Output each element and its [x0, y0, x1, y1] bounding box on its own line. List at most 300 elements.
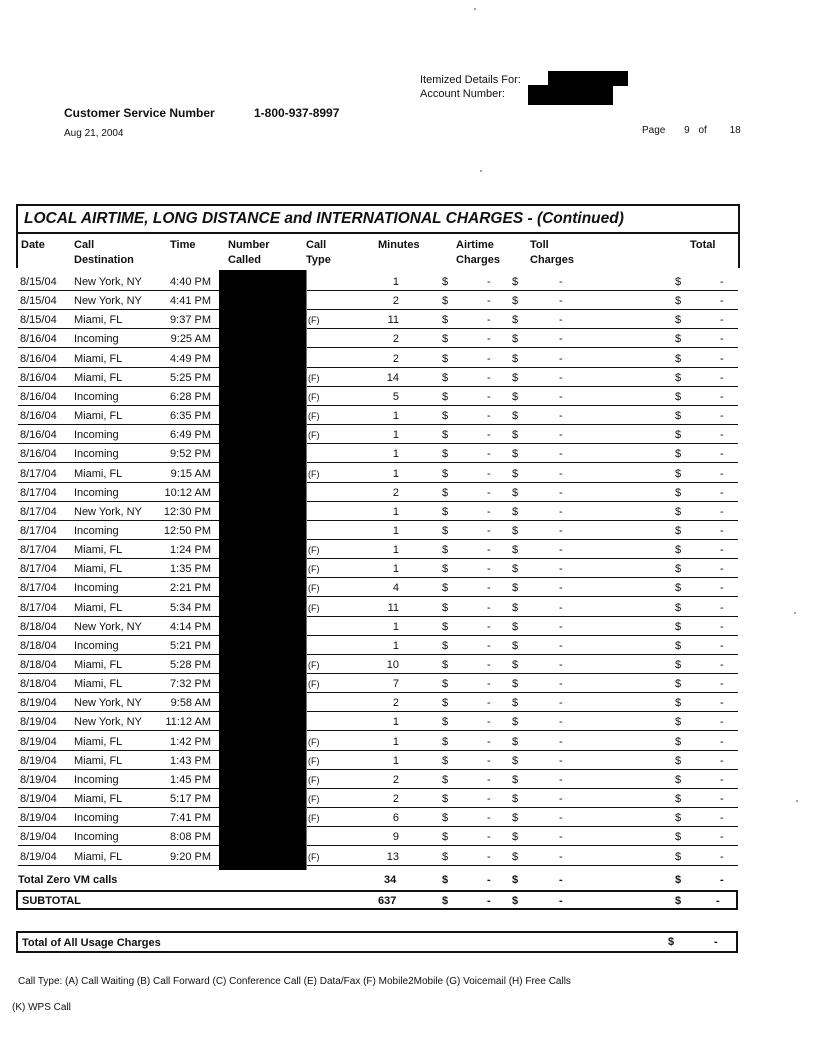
cell-total-value: - [720, 812, 724, 825]
cell-total-currency: $ [675, 735, 682, 748]
cell-total-value: - [720, 410, 724, 423]
subtotal-label: SUBTOTAL [22, 895, 81, 907]
subtotal-minutes: 637 [378, 895, 397, 907]
cell-total-value: - [720, 831, 724, 844]
call-type-legend: Call Type: (A) Call Waiting (B) Call Forward (C) Conference Call (E) Data/Fax (F) Mobile2Mobile (G) Voicemail (H) Free Calls [18, 976, 571, 987]
cell-minutes: 1 [392, 276, 399, 288]
cell-date: 8/19/04 [20, 735, 57, 748]
cell-time: 6:28 PM [170, 390, 211, 403]
cell-call-type: (F) [308, 679, 320, 690]
cell-toll-currency: $ [512, 524, 519, 537]
cell-time: 4:49 PM [170, 352, 211, 365]
cell-toll-value: - [559, 467, 563, 480]
table-row [18, 770, 738, 789]
cell-total-value: - [720, 850, 724, 863]
cell-toll-currency: $ [512, 716, 519, 729]
total-zero-vm-toll-currency: $ [512, 874, 519, 886]
cell-call-type: (F) [308, 315, 320, 326]
cell-minutes: 11 [387, 601, 399, 614]
cell-airtime-currency: $ [442, 678, 449, 691]
cell-total-value: - [720, 486, 724, 499]
table-row [18, 444, 738, 463]
total-usage-label: Total of All Usage Charges [22, 937, 161, 949]
cell-toll-value: - [559, 620, 563, 633]
cell-toll-value: - [559, 773, 563, 786]
cell-toll-currency: $ [512, 276, 519, 288]
subtotal-box [16, 890, 738, 910]
cell-total-currency: $ [675, 429, 682, 442]
cell-date: 8/16/04 [20, 429, 57, 442]
cell-minutes: 1 [392, 524, 399, 537]
cell-destination: Miami, FL [74, 467, 123, 480]
cell-toll-value: - [559, 716, 563, 729]
cell-date: 8/17/04 [20, 524, 57, 537]
cell-airtime-currency: $ [442, 831, 449, 844]
cell-toll-currency: $ [512, 831, 519, 844]
col-airtime-header-line2: Charges [456, 254, 501, 266]
cell-time: 5:34 PM [170, 601, 211, 614]
cell-total-value: - [720, 697, 724, 710]
cell-airtime-currency: $ [442, 295, 449, 308]
cell-toll-currency: $ [512, 563, 519, 576]
cell-time: 9:15 AM [170, 467, 211, 480]
cell-total-value: - [720, 563, 724, 576]
cell-time: 9:37 PM [170, 314, 211, 327]
cell-total-currency: $ [675, 831, 682, 844]
cell-toll-value: - [559, 333, 563, 346]
total-zero-vm-minutes: 34 [384, 874, 397, 886]
cell-minutes: 10 [386, 659, 399, 671]
cell-airtime-currency: $ [442, 371, 449, 384]
cell-toll-currency: $ [512, 371, 519, 384]
cell-minutes: 2 [392, 352, 399, 365]
cell-time: 7:41 PM [170, 812, 211, 825]
cell-total-currency: $ [675, 563, 682, 576]
cell-destination: Miami, FL [74, 352, 123, 365]
cell-airtime-currency: $ [442, 659, 449, 671]
cell-call-type: (F) [308, 372, 320, 383]
table-row [18, 329, 738, 348]
cell-airtime-value: - [487, 352, 491, 365]
cell-call-type: (F) [308, 736, 320, 747]
table-row [18, 368, 738, 387]
scan-speck [480, 170, 482, 172]
cell-airtime-currency: $ [442, 697, 449, 710]
cell-destination: Miami, FL [74, 735, 123, 748]
cell-airtime-value: - [487, 620, 491, 633]
cell-total-currency: $ [675, 678, 682, 691]
cell-total-value: - [720, 390, 724, 403]
call-type-legend-line2: (K) WPS Call [12, 1002, 71, 1013]
cell-toll-currency: $ [512, 448, 519, 461]
cell-minutes: 1 [392, 429, 399, 442]
itemized-details-block [420, 73, 521, 101]
cell-toll-currency: $ [512, 735, 519, 748]
total-zero-vm-airtime-currency: $ [442, 874, 449, 886]
cell-toll-value: - [559, 793, 563, 806]
table-row [18, 272, 738, 291]
cell-minutes: 4 [392, 582, 399, 595]
cell-airtime-currency: $ [442, 793, 449, 806]
table-row [18, 808, 738, 827]
cell-date: 8/15/04 [20, 295, 57, 308]
page-number: 9 [684, 125, 690, 136]
cell-date: 8/15/04 [20, 276, 57, 288]
table-row [18, 636, 738, 655]
cell-toll-currency: $ [512, 659, 519, 671]
cell-time: 7:32 PM [170, 678, 211, 691]
table-row [18, 751, 738, 770]
cell-total-currency: $ [675, 390, 682, 403]
cell-minutes: 1 [392, 735, 399, 748]
cell-time: 1:42 PM [170, 735, 211, 748]
cell-time: 5:17 PM [170, 793, 211, 806]
cell-airtime-value: - [487, 295, 491, 308]
header-right-rule [738, 232, 740, 268]
cell-airtime-value: - [487, 831, 491, 844]
cell-airtime-currency: $ [442, 524, 449, 537]
subtotal-toll-currency: $ [512, 895, 519, 907]
col-time-header: Time [170, 239, 196, 251]
table-row [18, 387, 738, 406]
cell-call-type: (F) [308, 468, 320, 479]
table-row [18, 712, 738, 731]
col-dest-header [74, 238, 134, 268]
cell-airtime-currency: $ [442, 812, 449, 825]
cell-date: 8/18/04 [20, 659, 57, 671]
call-type-column-divider [306, 270, 307, 870]
cell-minutes: 11 [387, 314, 399, 327]
cell-date: 8/17/04 [20, 544, 57, 557]
cell-airtime-value: - [487, 333, 491, 346]
cell-toll-currency: $ [512, 850, 519, 863]
cell-minutes: 1 [392, 505, 399, 518]
cell-call-type: (F) [308, 411, 320, 422]
cell-time: 9:20 PM [170, 850, 211, 863]
cell-minutes: 7 [392, 678, 399, 691]
cell-destination: Miami, FL [74, 601, 123, 614]
col-toll-header-line2: Charges [530, 254, 575, 266]
cell-airtime-value: - [487, 601, 491, 614]
cell-time: 5:28 PM [170, 659, 211, 671]
redacted-number-column [219, 270, 306, 870]
cell-minutes: 1 [392, 716, 399, 729]
cell-airtime-value: - [487, 390, 491, 403]
cell-airtime-currency: $ [442, 850, 449, 863]
cell-date: 8/16/04 [20, 410, 57, 423]
row-rule [18, 865, 738, 866]
cell-total-currency: $ [675, 505, 682, 518]
cell-airtime-currency: $ [442, 467, 449, 480]
cell-airtime-currency: $ [442, 352, 449, 365]
cell-destination: Miami, FL [74, 678, 123, 691]
col-minutes-header: Minutes [378, 239, 420, 251]
cell-total-currency: $ [675, 773, 682, 786]
cell-time: 1:45 PM [170, 773, 211, 786]
cell-total-currency: $ [675, 333, 682, 346]
table-row [18, 349, 738, 368]
cell-time: 1:43 PM [170, 754, 211, 767]
cell-time: 12:30 PM [163, 505, 211, 518]
cell-destination: Incoming [74, 639, 119, 652]
cell-date: 8/17/04 [20, 486, 57, 499]
cell-toll-value: - [559, 831, 563, 844]
cell-toll-value: - [559, 486, 563, 499]
cell-destination: Incoming [74, 524, 119, 537]
cell-time: 2:21 PM [170, 582, 211, 595]
cell-toll-value: - [559, 390, 563, 403]
cell-minutes: 1 [392, 410, 399, 423]
cell-total-currency: $ [675, 716, 682, 729]
col-type-header-line2: Type [306, 254, 331, 266]
cell-date: 8/15/04 [20, 314, 57, 327]
cell-minutes: 2 [392, 773, 399, 786]
cell-toll-currency: $ [512, 486, 519, 499]
cell-airtime-value: - [487, 659, 491, 671]
cell-toll-value: - [559, 524, 563, 537]
cell-total-value: - [720, 333, 724, 346]
cell-date: 8/17/04 [20, 601, 57, 614]
cell-airtime-value: - [487, 314, 491, 327]
cell-total-currency: $ [675, 524, 682, 537]
cell-minutes: 2 [392, 793, 399, 806]
col-dest-header-line1: Call [74, 239, 95, 251]
cell-total-value: - [720, 544, 724, 557]
cell-total-currency: $ [675, 793, 682, 806]
cell-time: 4:41 PM [170, 295, 211, 308]
cell-toll-value: - [559, 754, 563, 767]
cell-time: 9:25 AM [170, 333, 211, 346]
cell-call-type: (F) [308, 851, 320, 862]
cell-call-type: (F) [308, 545, 320, 556]
cell-toll-value: - [559, 639, 563, 652]
cell-toll-currency: $ [512, 773, 519, 786]
page-of: of [698, 125, 707, 136]
col-number-header-line1: Number [228, 239, 270, 251]
cell-airtime-value: - [487, 429, 491, 442]
cell-total-currency: $ [675, 486, 682, 499]
cell-date: 8/16/04 [20, 390, 57, 403]
total-zero-vm-total-currency: $ [675, 874, 682, 886]
cell-time: 8:08 PM [170, 831, 211, 844]
cell-toll-currency: $ [512, 333, 519, 346]
table-row [18, 693, 738, 712]
cell-destination: Incoming [74, 582, 119, 595]
cell-minutes: 1 [392, 639, 399, 652]
total-zero-vm-toll-value: - [559, 874, 563, 886]
cell-destination: Incoming [74, 812, 119, 825]
cell-time: 4:14 PM [170, 620, 211, 633]
cell-airtime-currency: $ [442, 333, 449, 346]
cell-airtime-value: - [487, 276, 491, 288]
cell-total-currency: $ [675, 448, 682, 461]
cell-airtime-currency: $ [442, 314, 449, 327]
cell-destination: Incoming [74, 448, 119, 461]
cell-airtime-currency: $ [442, 601, 449, 614]
cell-toll-value: - [559, 352, 563, 365]
cell-destination: Incoming [74, 773, 119, 786]
cell-total-value: - [720, 773, 724, 786]
cell-airtime-value: - [487, 793, 491, 806]
total-zero-vm-airtime-value: - [487, 874, 491, 886]
cell-airtime-value: - [487, 371, 491, 384]
redacted-name-box [548, 71, 628, 86]
cell-airtime-value: - [487, 467, 491, 480]
cell-call-type: (F) [308, 602, 320, 613]
table-row [18, 425, 738, 444]
cell-total-currency: $ [675, 410, 682, 423]
cell-time: 5:21 PM [170, 639, 211, 652]
cell-minutes: 1 [392, 448, 399, 461]
cell-toll-currency: $ [512, 601, 519, 614]
cell-call-type: (F) [308, 774, 320, 785]
cell-total-value: - [720, 429, 724, 442]
cell-destination: Miami, FL [74, 371, 123, 384]
cell-destination: New York, NY [74, 295, 142, 308]
table-row [18, 847, 738, 866]
statement-date: Aug 21, 2004 [64, 128, 124, 139]
cell-total-value: - [720, 352, 724, 365]
cell-total-value: - [720, 314, 724, 327]
cell-total-value: - [720, 582, 724, 595]
cell-toll-currency: $ [512, 410, 519, 423]
cell-total-value: - [720, 295, 724, 308]
cell-airtime-value: - [487, 505, 491, 518]
cell-destination: New York, NY [74, 505, 142, 518]
cell-total-value: - [720, 716, 724, 729]
cell-total-value: - [720, 371, 724, 384]
cell-minutes: 1 [392, 563, 399, 576]
cell-minutes: 2 [392, 333, 399, 346]
cell-call-type: (F) [308, 660, 320, 670]
cell-time: 10:12 AM [164, 486, 211, 499]
cell-destination: Miami, FL [74, 410, 123, 423]
cell-minutes: 2 [392, 486, 399, 499]
cell-time: 6:35 PM [170, 410, 211, 423]
cell-airtime-currency: $ [442, 448, 449, 461]
cell-toll-value: - [559, 410, 563, 423]
table-row [18, 598, 738, 617]
col-dest-header-line2: Destination [74, 254, 134, 266]
col-toll-header-line1: Toll [530, 239, 549, 251]
cell-time: 1:35 PM [170, 563, 211, 576]
table-row [18, 732, 738, 751]
cell-airtime-value: - [487, 639, 491, 652]
cell-destination: Miami, FL [74, 563, 123, 576]
cell-total-value: - [720, 524, 724, 537]
table-row [18, 617, 738, 636]
cell-date: 8/16/04 [20, 333, 57, 346]
cell-toll-currency: $ [512, 793, 519, 806]
cell-total-value: - [720, 467, 724, 480]
table-row [18, 464, 738, 483]
scan-speck [794, 612, 796, 614]
cell-total-value: - [720, 659, 724, 671]
cell-airtime-currency: $ [442, 429, 449, 442]
cell-total-currency: $ [675, 620, 682, 633]
redacted-account-box [528, 85, 613, 105]
cell-toll-value: - [559, 812, 563, 825]
col-number-header-line2: Called [228, 254, 262, 266]
cell-toll-value: - [559, 544, 563, 557]
cell-date: 8/17/04 [20, 505, 57, 518]
cell-airtime-value: - [487, 812, 491, 825]
total-zero-vm-total-value: - [720, 874, 724, 886]
cell-call-type: (F) [308, 755, 320, 766]
col-type-header-line1: Call [306, 239, 327, 251]
cell-total-value: - [720, 448, 724, 461]
cell-total-currency: $ [675, 314, 682, 327]
cell-date: 8/19/04 [20, 697, 57, 710]
cell-airtime-value: - [487, 735, 491, 748]
cell-destination: New York, NY [74, 697, 142, 710]
cell-total-currency: $ [675, 812, 682, 825]
cell-date: 8/17/04 [20, 582, 57, 595]
col-total-header: Total [690, 239, 716, 251]
cell-date: 8/17/04 [20, 467, 57, 480]
cell-toll-value: - [559, 314, 563, 327]
table-row [18, 502, 738, 521]
cell-airtime-value: - [487, 582, 491, 595]
cell-toll-currency: $ [512, 582, 519, 595]
cell-destination: Incoming [74, 333, 119, 346]
cell-destination: Miami, FL [74, 850, 123, 863]
cell-airtime-currency: $ [442, 486, 449, 499]
cell-total-currency: $ [675, 467, 682, 480]
table-row [18, 483, 738, 502]
cell-total-currency: $ [675, 276, 682, 288]
cell-airtime-value: - [487, 850, 491, 863]
total-usage-value: - [714, 936, 718, 948]
cell-total-value: - [720, 735, 724, 748]
header-left-rule [16, 232, 18, 268]
cell-toll-currency: $ [512, 314, 519, 327]
cell-airtime-value: - [487, 524, 491, 537]
cell-date: 8/19/04 [20, 793, 57, 806]
table-row [18, 674, 738, 693]
cell-destination: Miami, FL [74, 754, 123, 767]
cell-toll-currency: $ [512, 467, 519, 480]
cell-date: 8/18/04 [20, 639, 57, 652]
cell-minutes: 1 [392, 467, 399, 480]
cell-call-type: (F) [308, 391, 320, 402]
page-total: 18 [729, 125, 741, 136]
cell-destination: Miami, FL [74, 314, 123, 327]
cell-date: 8/18/04 [20, 620, 57, 633]
col-toll-header [530, 238, 574, 268]
cell-total-value: - [720, 678, 724, 691]
cell-total-value: - [720, 639, 724, 652]
table-row [18, 559, 738, 578]
cell-total-currency: $ [675, 352, 682, 365]
itemized-label: Itemized Details For: [420, 74, 521, 86]
cell-toll-currency: $ [512, 390, 519, 403]
cell-call-type: (F) [308, 794, 320, 805]
table-row [18, 655, 738, 674]
cell-date: 8/16/04 [20, 448, 57, 461]
cell-toll-value: - [559, 582, 563, 595]
cell-minutes: 14 [386, 371, 399, 384]
cell-minutes: 13 [386, 850, 399, 863]
cell-date: 8/19/04 [20, 716, 57, 729]
table-row [18, 827, 738, 846]
table-row [18, 406, 738, 425]
cell-minutes: 1 [392, 620, 399, 633]
cell-time: 1:24 PM [170, 544, 211, 557]
cell-airtime-currency: $ [442, 582, 449, 595]
table-row [18, 789, 738, 808]
cell-airtime-currency: $ [442, 544, 449, 557]
